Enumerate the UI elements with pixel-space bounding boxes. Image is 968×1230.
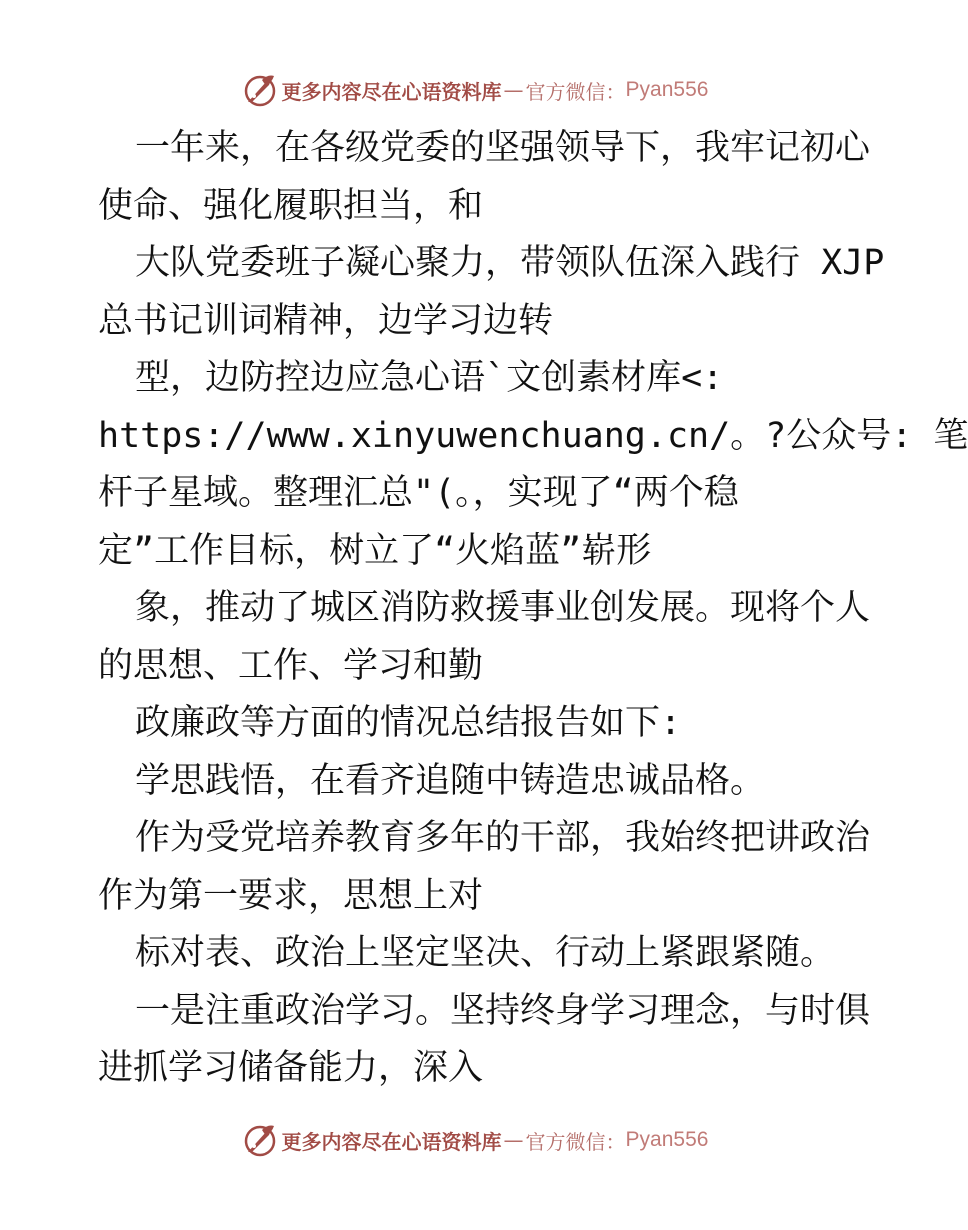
header-banner (0, 70, 950, 110)
banner-dash: — (503, 78, 524, 102)
body-line: 标对表、政治上坚定坚决、行动上紧跟紧随。 (135, 933, 836, 973)
banner-wechat-label: 官方微信： (525, 1129, 626, 1154)
banner-wechat-id: Pyan556 (625, 78, 709, 101)
body-line: 作为第一要求，思想上对 (98, 875, 484, 916)
body-line: 学思践悟，在看齐追随中铸造忠诚品格。 (135, 760, 766, 801)
quill-logo-icon (242, 1122, 278, 1158)
body-line: 政廉政等方面的情况总结报告如下: (135, 703, 682, 743)
body-line: 象，推动了城区消防救援事业创发展。现将个人 (135, 588, 871, 628)
body-line: 定”工作目标，树立了“火焰蓝”崭形 (98, 530, 652, 571)
body-line: 一是注重政治学习。坚持终身学习理念，与时俱 (135, 990, 871, 1031)
footer-banner (0, 1120, 950, 1160)
body-line: 总书记训词精神，边学习边转 (98, 300, 554, 341)
body-line: 杆子星域。整理汇总"(。，实现了“两个稳 (98, 473, 739, 513)
banner-wechat-label: 官方微信： (525, 79, 626, 104)
body-line: 型，边防控边应急心语`文创素材库<: (135, 358, 724, 398)
body-line: 大队党委班子凝心聚力，带领队伍深入践行 XJP (135, 243, 885, 283)
body-line: https://www.xinyuwenchuang.cn/。?公众号: 笔 (98, 415, 968, 456)
banner-slogan: 更多内容尽在心语资料库 (281, 1129, 502, 1154)
quill-logo-icon (242, 72, 278, 108)
banner-dash: — (503, 1128, 524, 1152)
document-body (98, 120, 968, 1098)
body-line: 一年来，在各级党委的坚强领导下，我牢记初心 (135, 128, 871, 168)
banner-wechat-id: Pyan556 (625, 1128, 709, 1151)
body-line: 使命、强化履职担当，和 (98, 185, 484, 226)
body-line: 进抓学习储备能力，深入 (98, 1048, 484, 1088)
body-line: 作为受党培养教育多年的干部，我始终把讲政治 (135, 818, 871, 858)
body-line: 的思想、工作、学习和勤 (98, 645, 484, 686)
banner-slogan: 更多内容尽在心语资料库 (281, 79, 502, 104)
